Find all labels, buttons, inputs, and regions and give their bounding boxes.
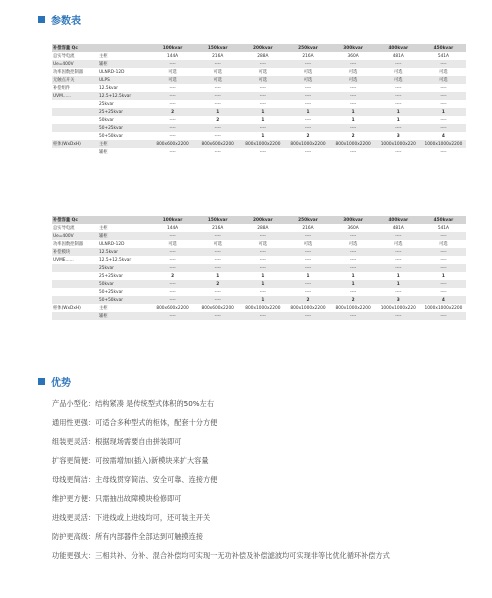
advantage-item: 通用性更强：可适合多种型式的柜体，配套十分方便 bbox=[52, 418, 218, 427]
table-cell: ---- bbox=[376, 148, 421, 156]
table-cell: ---- bbox=[331, 288, 376, 296]
table-cell bbox=[52, 100, 98, 108]
table-cell bbox=[52, 148, 98, 156]
table-cell: 可选 bbox=[240, 76, 285, 84]
table-cell: 主柜 bbox=[98, 304, 150, 312]
table-cell: 主柜 bbox=[98, 52, 150, 60]
table-cell: ---- bbox=[150, 124, 195, 132]
table-cell: ---- bbox=[240, 84, 285, 92]
table-cell: 3 bbox=[376, 132, 421, 140]
table-row bbox=[52, 312, 466, 320]
table-cell: 2 bbox=[195, 116, 240, 124]
table-cell: ---- bbox=[240, 232, 285, 240]
table-cell: 柜体(WxDxH) bbox=[52, 140, 98, 148]
table-cell: 1 bbox=[331, 108, 376, 116]
table-cell: ---- bbox=[150, 100, 195, 108]
table-cell: 12.5kvar bbox=[98, 248, 150, 256]
header-cell: 300kvar bbox=[331, 216, 376, 224]
table-cell: 可选 bbox=[331, 76, 376, 84]
header-cell: 400kvar bbox=[376, 216, 421, 224]
table-cell: 541A bbox=[421, 52, 466, 60]
table-cell: 216A bbox=[195, 52, 240, 60]
table-cell: 2 bbox=[150, 272, 195, 280]
table-cell: 800x1000x2200 bbox=[285, 304, 330, 312]
header-cell: 450kvar bbox=[421, 44, 466, 52]
table-cell: 1 bbox=[195, 108, 240, 116]
table-cell: 25kvar bbox=[98, 100, 150, 108]
table-cell: Ue=400V bbox=[52, 232, 98, 240]
table-cell: 可选 bbox=[285, 240, 330, 248]
table-header-row bbox=[52, 44, 466, 52]
table-row bbox=[52, 132, 466, 140]
table-cell: ---- bbox=[285, 92, 330, 100]
table-cell: 1 bbox=[376, 108, 421, 116]
table-cell: ---- bbox=[376, 124, 421, 132]
table-cell: 1000x1000x220 bbox=[376, 140, 421, 148]
table-cell: 2 bbox=[285, 132, 330, 140]
table-cell: ---- bbox=[376, 100, 421, 108]
table-cell: ---- bbox=[421, 288, 466, 296]
table-cell: ---- bbox=[195, 60, 240, 68]
table-cell: 216A bbox=[195, 224, 240, 232]
table-cell: 481A bbox=[376, 52, 421, 60]
table-cell: ---- bbox=[376, 92, 421, 100]
table-cell: ULNRD-12D bbox=[98, 240, 150, 248]
table-cell: 1000x1000x220 bbox=[376, 304, 421, 312]
params-section-title: 参数表 bbox=[51, 16, 81, 27]
table-row bbox=[52, 248, 466, 256]
advantages-section-title: 优势 bbox=[51, 378, 71, 389]
header-cell: 补偿容量 Qc bbox=[52, 216, 98, 224]
table-cell: 辅柜 bbox=[98, 312, 150, 320]
advantage-item: 功能更强大：三相共补、分补、混合补偿均可实现一无功补偿及补偿滤波均可实现非等比优化循环补偿方式 bbox=[52, 551, 390, 560]
table-cell: ---- bbox=[240, 248, 285, 256]
table-cell: 288A bbox=[240, 52, 285, 60]
table-cell: ---- bbox=[331, 60, 376, 68]
table-cell: 可选 bbox=[150, 68, 195, 76]
table-cell: ---- bbox=[150, 232, 195, 240]
table-cell: 800x600x2200 bbox=[195, 140, 240, 148]
table-cell: 1 bbox=[240, 272, 285, 280]
table-cell: ULNRD-12D bbox=[98, 68, 150, 76]
table-cell: 4 bbox=[421, 132, 466, 140]
table-cell: 2 bbox=[331, 296, 376, 304]
table-cell: 1 bbox=[195, 272, 240, 280]
table-cell: ---- bbox=[285, 84, 330, 92]
header-cell: 200kvar bbox=[240, 216, 285, 224]
table-cell: ---- bbox=[150, 116, 195, 124]
table-cell: 12.5kvar bbox=[98, 84, 150, 92]
table-cell: 2 bbox=[285, 296, 330, 304]
table-cell: 800x600x2200 bbox=[195, 304, 240, 312]
section-square-icon bbox=[38, 378, 45, 385]
table-cell: ---- bbox=[285, 116, 330, 124]
table-cell bbox=[52, 124, 98, 132]
table-cell: 可选 bbox=[421, 68, 466, 76]
table-cell: 50+25kvar bbox=[98, 124, 150, 132]
table-cell: ---- bbox=[240, 288, 285, 296]
table-cell: 补偿模块 bbox=[52, 248, 98, 256]
table-row bbox=[52, 108, 466, 116]
table-row bbox=[52, 256, 466, 264]
table-cell: 144A bbox=[150, 224, 195, 232]
header-cell: 100kvar bbox=[150, 216, 195, 224]
params-section-header bbox=[38, 12, 81, 27]
table-cell: ---- bbox=[421, 116, 466, 124]
header-cell: 150kvar bbox=[195, 44, 240, 52]
table-cell: 2 bbox=[150, 108, 195, 116]
table-cell: ---- bbox=[150, 288, 195, 296]
table-cell: 1 bbox=[285, 272, 330, 280]
table-cell: 50+50kvar bbox=[98, 132, 150, 140]
table-cell: 主柜 bbox=[98, 140, 150, 148]
table-row bbox=[52, 288, 466, 296]
table-cell: ---- bbox=[195, 232, 240, 240]
table-cell bbox=[52, 132, 98, 140]
table-cell: 1 bbox=[331, 116, 376, 124]
table-cell: 可选 bbox=[331, 240, 376, 248]
table-cell: UVM...... bbox=[52, 92, 98, 100]
table-cell: 800x600x2200 bbox=[150, 140, 195, 148]
table-cell bbox=[52, 272, 98, 280]
table-cell: 1 bbox=[331, 280, 376, 288]
table-cell: ---- bbox=[285, 100, 330, 108]
table-cell: 可选 bbox=[195, 68, 240, 76]
table-cell: 1 bbox=[421, 272, 466, 280]
table-cell: ---- bbox=[331, 312, 376, 320]
table-cell: 无触点开关 bbox=[52, 76, 98, 84]
table-cell: ---- bbox=[150, 248, 195, 256]
header-cell: 400kvar bbox=[376, 44, 421, 52]
table-cell: ---- bbox=[421, 100, 466, 108]
table-cell: ---- bbox=[195, 248, 240, 256]
table-row bbox=[52, 92, 466, 100]
table-cell: ---- bbox=[195, 148, 240, 156]
table-cell: 288A bbox=[240, 224, 285, 232]
advantage-item: 产品小型化：结构紧凑 是传统型式体积的50%左右 bbox=[52, 399, 215, 408]
table-cell: 功率因数控制器 bbox=[52, 68, 98, 76]
table-cell: 1 bbox=[240, 116, 285, 124]
table-cell: ---- bbox=[150, 256, 195, 264]
table-cell: 可选 bbox=[421, 76, 466, 84]
table-cell: ---- bbox=[331, 148, 376, 156]
table-cell: 可选 bbox=[421, 240, 466, 248]
table-cell: 辅柜 bbox=[98, 60, 150, 68]
table-cell: ---- bbox=[195, 132, 240, 140]
table-cell: 216A bbox=[285, 52, 330, 60]
table-cell: 可选 bbox=[150, 76, 195, 84]
table-cell: 25kvar bbox=[98, 264, 150, 272]
table-cell: ---- bbox=[195, 296, 240, 304]
header-cell: 100kvar bbox=[150, 44, 195, 52]
table-cell: ---- bbox=[376, 264, 421, 272]
table-cell: ---- bbox=[421, 248, 466, 256]
table-row bbox=[52, 124, 466, 132]
table-cell: 1 bbox=[285, 108, 330, 116]
table-cell: 25+25kvar bbox=[98, 108, 150, 116]
table-cell: ULPS bbox=[98, 76, 150, 84]
table-row bbox=[52, 224, 466, 232]
table-cell: 25+25kvar bbox=[98, 272, 150, 280]
table-cell: 辅柜 bbox=[98, 148, 150, 156]
table-cell: UVME...... bbox=[52, 256, 98, 264]
table-row bbox=[52, 84, 466, 92]
table-cell: ---- bbox=[285, 60, 330, 68]
table-cell: ---- bbox=[331, 264, 376, 272]
table-cell: 144A bbox=[150, 52, 195, 60]
header-cell: 250kvar bbox=[285, 216, 330, 224]
table-cell: 柜体(WxDxH) bbox=[52, 304, 98, 312]
table-cell: 481A bbox=[376, 224, 421, 232]
table-cell: ---- bbox=[421, 92, 466, 100]
header-cell: 300kvar bbox=[331, 44, 376, 52]
spec-table-1 bbox=[52, 44, 466, 156]
advantages-section-header bbox=[38, 374, 71, 389]
table-row bbox=[52, 52, 466, 60]
table-cell: 541A bbox=[421, 224, 466, 232]
table-cell: 1 bbox=[331, 272, 376, 280]
table-row bbox=[52, 68, 466, 76]
table-cell: ---- bbox=[421, 256, 466, 264]
header-cell: 补偿容量 Qc bbox=[52, 44, 98, 52]
advantage-item: 扩容更简便：可按需增加(插入)新模块来扩大容量 bbox=[52, 456, 209, 465]
table-cell: ---- bbox=[285, 124, 330, 132]
table-cell: 功率因数控制器 bbox=[52, 240, 98, 248]
table-cell: ---- bbox=[240, 148, 285, 156]
table-cell: 1 bbox=[421, 108, 466, 116]
table-cell: ---- bbox=[240, 264, 285, 272]
table-cell bbox=[52, 288, 98, 296]
table-cell: ---- bbox=[150, 264, 195, 272]
table-cell: 50+25kvar bbox=[98, 288, 150, 296]
table-cell: ---- bbox=[331, 248, 376, 256]
table-cell: ---- bbox=[421, 280, 466, 288]
table-cell: ---- bbox=[376, 288, 421, 296]
table-cell: 1 bbox=[240, 296, 285, 304]
table-cell: 辅柜 bbox=[98, 232, 150, 240]
table-cell: ---- bbox=[195, 84, 240, 92]
table-row bbox=[52, 272, 466, 280]
table-cell: ---- bbox=[285, 232, 330, 240]
table-cell: ---- bbox=[376, 232, 421, 240]
table-cell: 总实导电流 bbox=[52, 52, 98, 60]
table-cell: ---- bbox=[421, 312, 466, 320]
table-cell: ---- bbox=[195, 256, 240, 264]
table-cell: ---- bbox=[150, 132, 195, 140]
header-cell: 200kvar bbox=[240, 44, 285, 52]
table-cell bbox=[52, 280, 98, 288]
table-cell bbox=[52, 116, 98, 124]
spec-table-2 bbox=[52, 216, 466, 320]
table-cell: ---- bbox=[195, 92, 240, 100]
table-row bbox=[52, 304, 466, 312]
table-cell: ---- bbox=[195, 124, 240, 132]
table-cell: 补偿组件 bbox=[52, 84, 98, 92]
table-cell: 可选 bbox=[240, 68, 285, 76]
table-cell: 1 bbox=[240, 132, 285, 140]
table-cell: ---- bbox=[240, 60, 285, 68]
table-cell: 1 bbox=[376, 280, 421, 288]
table-cell: 可选 bbox=[240, 240, 285, 248]
table-cell: 216A bbox=[285, 224, 330, 232]
table-cell: ---- bbox=[421, 124, 466, 132]
table-cell: ---- bbox=[195, 100, 240, 108]
table-cell: ---- bbox=[195, 288, 240, 296]
header-cell: 150kvar bbox=[195, 216, 240, 224]
table-cell: ---- bbox=[150, 84, 195, 92]
table-cell: 1 bbox=[376, 272, 421, 280]
advantage-item: 组装更灵活：根据现场需要自由拼装即可 bbox=[52, 437, 182, 446]
table-cell: 360A bbox=[331, 224, 376, 232]
advantages-list bbox=[52, 394, 390, 565]
advantage-item: 进线更灵活：下进线或上进线均可，还可装主开关 bbox=[52, 513, 211, 522]
table-cell: ---- bbox=[421, 264, 466, 272]
table-cell: ---- bbox=[285, 280, 330, 288]
table-row bbox=[52, 264, 466, 272]
table-cell: 3 bbox=[376, 296, 421, 304]
table-cell: ---- bbox=[240, 124, 285, 132]
table-row bbox=[52, 140, 466, 148]
table-cell: 1 bbox=[376, 116, 421, 124]
table-cell: ---- bbox=[150, 148, 195, 156]
table-cell: 可选 bbox=[285, 76, 330, 84]
table-cell: ---- bbox=[285, 288, 330, 296]
table-cell: ---- bbox=[331, 232, 376, 240]
table-cell: 800x1000x2200 bbox=[240, 140, 285, 148]
table-row bbox=[52, 100, 466, 108]
table-cell: 可选 bbox=[376, 240, 421, 248]
table-cell: ---- bbox=[421, 60, 466, 68]
table-cell: 800x1000x2200 bbox=[285, 140, 330, 148]
table-cell bbox=[52, 108, 98, 116]
table-cell: ---- bbox=[421, 232, 466, 240]
table-cell: ---- bbox=[285, 264, 330, 272]
table-cell: 2 bbox=[195, 280, 240, 288]
table-cell: ---- bbox=[331, 92, 376, 100]
table-cell: ---- bbox=[150, 280, 195, 288]
table-row bbox=[52, 76, 466, 84]
table-cell: ---- bbox=[376, 84, 421, 92]
table-cell: 总实导电流 bbox=[52, 224, 98, 232]
table-row bbox=[52, 280, 466, 288]
table-cell: ---- bbox=[331, 84, 376, 92]
table-cell: 可选 bbox=[285, 68, 330, 76]
table-cell: ---- bbox=[376, 312, 421, 320]
table-row bbox=[52, 116, 466, 124]
table-cell: 1 bbox=[240, 280, 285, 288]
section-square-icon bbox=[38, 16, 45, 23]
table-cell: ---- bbox=[421, 148, 466, 156]
table-cell: 800x1000x2200 bbox=[240, 304, 285, 312]
table-cell: ---- bbox=[195, 264, 240, 272]
table-cell: 可选 bbox=[331, 68, 376, 76]
table-cell: Ue=400V bbox=[52, 60, 98, 68]
table-cell: ---- bbox=[376, 60, 421, 68]
table-cell: 50kvar bbox=[98, 116, 150, 124]
table-cell: 可选 bbox=[150, 240, 195, 248]
table-cell: ---- bbox=[331, 124, 376, 132]
table-cell: 800x600x2200 bbox=[150, 304, 195, 312]
table-row bbox=[52, 60, 466, 68]
table-cell: ---- bbox=[376, 248, 421, 256]
table-cell: 2 bbox=[331, 132, 376, 140]
header-cell: 250kvar bbox=[285, 44, 330, 52]
table-cell: 可选 bbox=[195, 240, 240, 248]
advantage-item: 维护更方便：只需抽出故障模块检修即可 bbox=[52, 494, 182, 503]
table-row bbox=[52, 240, 466, 248]
table-row bbox=[52, 148, 466, 156]
table-cell bbox=[52, 264, 98, 272]
table-cell bbox=[52, 296, 98, 304]
table-cell: ---- bbox=[240, 256, 285, 264]
table-cell: ---- bbox=[195, 312, 240, 320]
table-row bbox=[52, 232, 466, 240]
header-cell bbox=[98, 44, 150, 52]
table-cell: ---- bbox=[150, 296, 195, 304]
table-cell: ---- bbox=[240, 92, 285, 100]
advantage-item: 防护更高级：所有内部器件全部达到可触摸连接 bbox=[52, 532, 203, 541]
table-cell: 可选 bbox=[376, 76, 421, 84]
table-cell: 50+50kvar bbox=[98, 296, 150, 304]
table-cell: ---- bbox=[150, 92, 195, 100]
table-cell: ---- bbox=[285, 148, 330, 156]
table-cell: 800x1000x2200 bbox=[331, 304, 376, 312]
table-cell: ---- bbox=[240, 100, 285, 108]
table-cell: ---- bbox=[331, 256, 376, 264]
table-cell: 800x1000x2200 bbox=[331, 140, 376, 148]
table-cell: ---- bbox=[285, 312, 330, 320]
advantage-item: 母线更简洁：主母线贯穿简洁、安全可靠、连接方便 bbox=[52, 475, 218, 484]
table-cell bbox=[52, 312, 98, 320]
table-row bbox=[52, 296, 466, 304]
table-cell: 360A bbox=[331, 52, 376, 60]
header-cell: 450kvar bbox=[421, 216, 466, 224]
table-cell: 1000x1000x2200 bbox=[421, 140, 466, 148]
table-cell: 50kvar bbox=[98, 280, 150, 288]
table-cell: ---- bbox=[421, 84, 466, 92]
table-cell: ---- bbox=[285, 248, 330, 256]
table-cell: 1000x1000x2200 bbox=[421, 304, 466, 312]
table-cell: ---- bbox=[150, 312, 195, 320]
table-cell: ---- bbox=[150, 60, 195, 68]
table-cell: ---- bbox=[331, 100, 376, 108]
table-header-row bbox=[52, 216, 466, 224]
table-cell: ---- bbox=[285, 256, 330, 264]
table-cell: 可选 bbox=[376, 68, 421, 76]
header-cell bbox=[98, 216, 150, 224]
table-cell: 可选 bbox=[195, 76, 240, 84]
table-cell: 4 bbox=[421, 296, 466, 304]
table-cell: 12.5+12.5kvar bbox=[98, 92, 150, 100]
table-cell: ---- bbox=[376, 256, 421, 264]
table-cell: 12.5+12.5kvar bbox=[98, 256, 150, 264]
table-cell: ---- bbox=[240, 312, 285, 320]
table-cell: 主柜 bbox=[98, 224, 150, 232]
table-cell: 1 bbox=[240, 108, 285, 116]
